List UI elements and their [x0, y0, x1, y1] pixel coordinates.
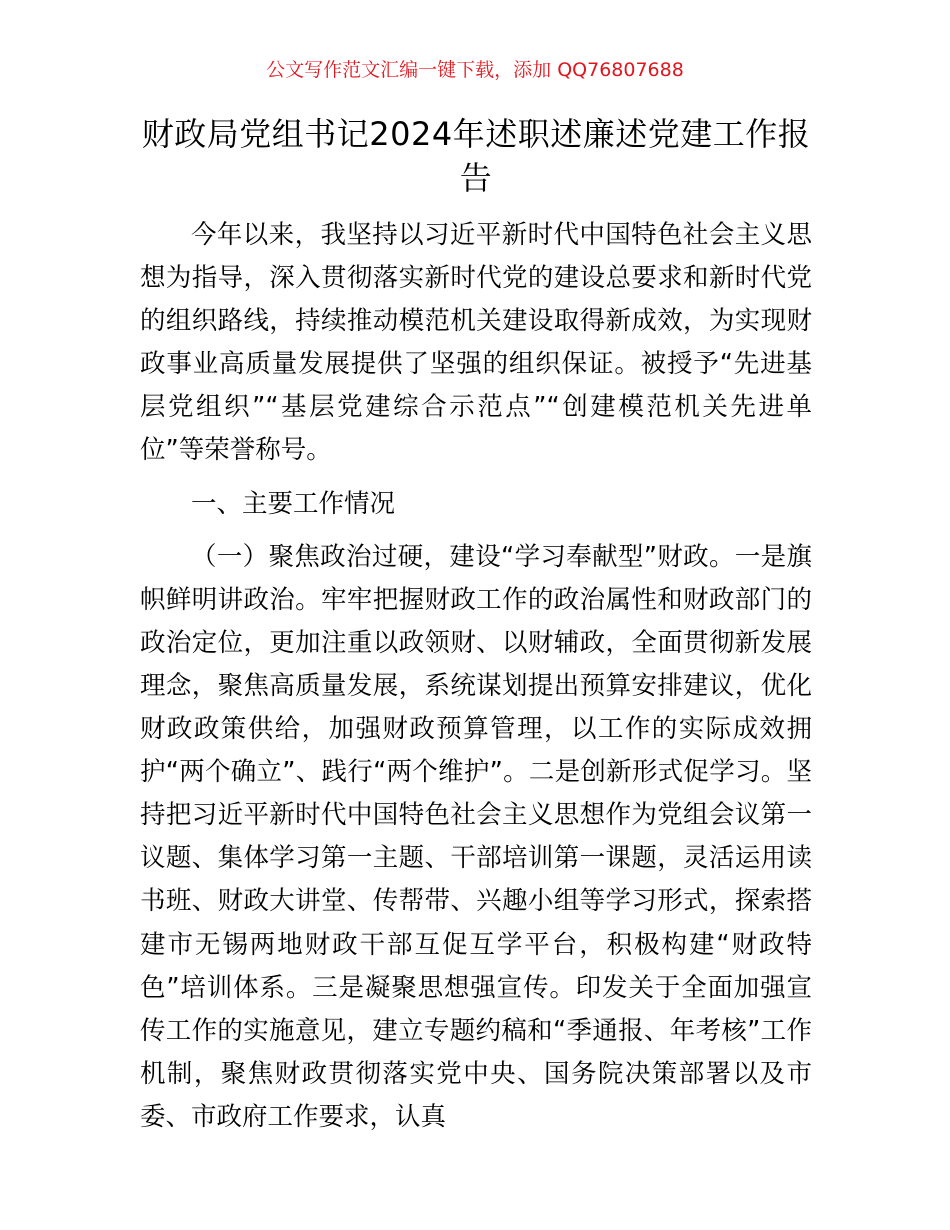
- download-banner: 公文写作范文汇编一键下载，添加 QQ76807688: [266, 59, 684, 81]
- document-body: [140, 214, 812, 1139]
- body-paragraph: （一）聚焦政治过硬，建设“学习奉献型”财政。一是旗帜鲜明讲政治。牢牢把握财政工作的政治属性和财政部门的政治定位，更加注重以政领财、以财辅政，全面贯彻新发展理念，聚焦高质量发展，系统谋划提出预算安排建议，优化财政政策供给，加强财政预算管理，以工作的实际成效拥护“两个确立”、践行“两个维护”。二是创新形式促学习。坚持把习近平新时代中国特色社会主义思想作为党组会议第一议题、集体学习第一主题、干部培训第一课题，灵活运用读书班、财政大讲堂、传帮带、兴趣小组等学习形式，探索搭建市无锡两地财政干部互促互学平台，积极构建“财政特色”培训体系。三是凝聚思想强宣传。印发关于全面加强宣传工作的实施意见，建立专题约稿和“季通报、年考核”工作机制，聚焦财政贯彻落实党中央、国务院决策部署以及市委、市政府工作要求，认真: [140, 541, 812, 1132]
- intro-paragraph: 今年以来，我坚持以习近平新时代中国特色社会主义思想为指导，深入贯彻落实新时代党的建设总要求和新时代党的组织路线，持续推动模范机关建设取得新成效，为实现财政事业高质量发展提供了坚强的组织保证。被授予“先进基层党组织”“基层党建综合示范点”“创建模范机关先进单位”等荣誉称号。: [140, 220, 812, 466]
- document-title: 财政局党组书记2024年述职述廉述党建工作报告: [141, 115, 811, 197]
- section-heading: 一、主要工作情况: [191, 488, 396, 519]
